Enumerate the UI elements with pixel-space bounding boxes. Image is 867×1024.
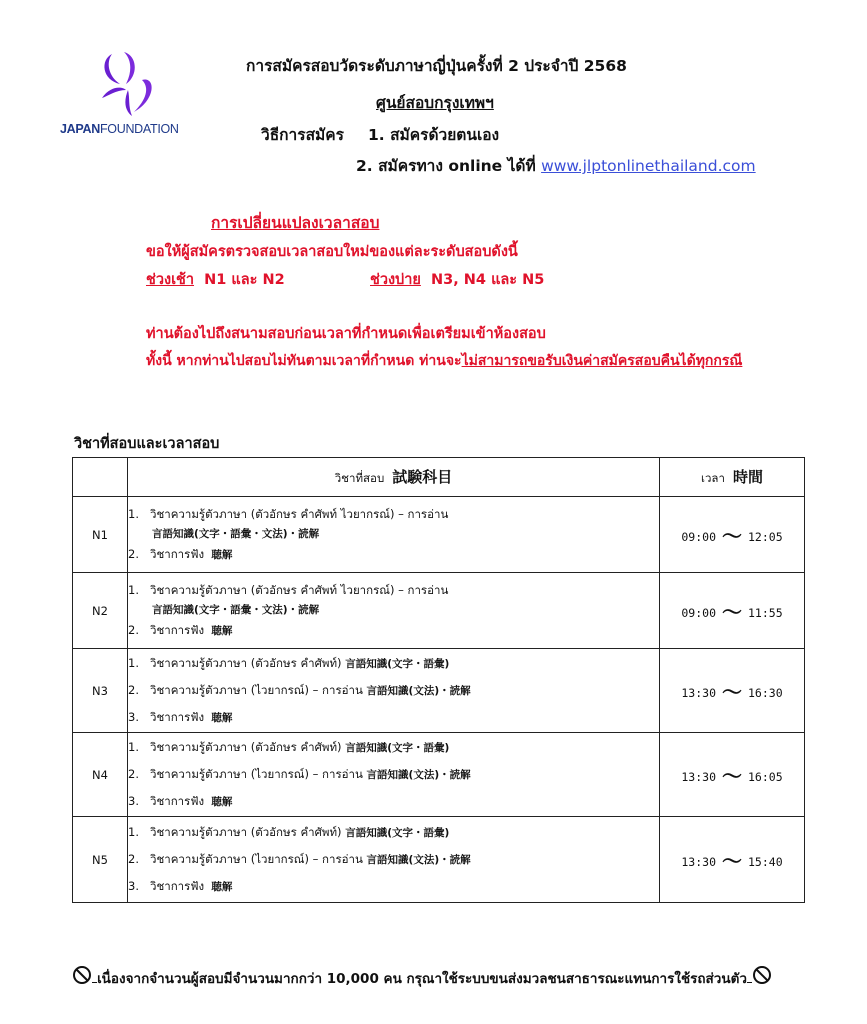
notice-line-2: ท่านต้องไปถึงสนามสอบก่อนเวลาที่กำหนดเพื่อเตรียมเข้าห้องสอบ xyxy=(146,326,546,342)
footer-text: เนื่องจากจำนวนผู้สอบมีจำนวนมากกว่า 10,000 คน กรุณาใช้ระบบขนส่งมวลชนสาธารณะแทนการใช้รถส่วนตัว xyxy=(97,971,747,987)
time-cell: 13:30 〜 16:05 xyxy=(660,733,805,817)
header-time-cell: เวลา 時間 xyxy=(660,458,805,497)
header-level-cell xyxy=(73,458,128,497)
level-cell: N3 xyxy=(73,649,128,733)
schedule-section-title: วิชาที่สอบและเวลาสอบ xyxy=(74,436,220,452)
time-cell: 09:00 〜 11:55 xyxy=(660,573,805,649)
jlpt-online-link[interactable]: www.jlptonlinethailand.com xyxy=(541,157,756,175)
table-row xyxy=(73,573,805,649)
no-car-icon xyxy=(752,965,772,989)
time-cell: 13:30 〜 16:30 xyxy=(660,649,805,733)
morning-session: ช่วงเช้า N1 และ N2 xyxy=(146,272,285,288)
table-row xyxy=(73,817,805,903)
table-header-row xyxy=(73,458,805,497)
subject-cell: 1. วิชาความรู้ตัวภาษา (ตัวอักษร คำศัพท์ ไวยากรณ์) – การอ่าน 言語知識(文字・語彙・文法)・読解 2. วิชาการฟัง 聴解 xyxy=(128,497,660,573)
subject-cell: 1. วิชาความรู้ตัวภาษา (ตัวอักษร คำศัพท์ ไวยากรณ์) – การอ่าน 言語知識(文字・語彙・文法)・読解 2. วิชาการฟัง 聴解 xyxy=(128,573,660,649)
application-method-1: 1. สมัครด้วยตนเอง xyxy=(368,126,500,144)
footer-notice xyxy=(72,965,772,989)
notice-title: การเปลี่ยนแปลงเวลาสอบ xyxy=(211,214,380,232)
japan-foundation-logo xyxy=(60,50,179,150)
butterfly-logo-icon xyxy=(98,50,158,118)
application-method-2: 2. สมัครทาง online ได้ที่ www.jlptonlinethailand.com xyxy=(356,157,756,175)
level-cell: N4 xyxy=(73,733,128,817)
table-row xyxy=(73,649,805,733)
no-car-icon xyxy=(72,965,92,989)
table-row xyxy=(73,733,805,817)
header-subject-cell: วิชาที่สอบ 試験科目 xyxy=(128,458,660,497)
time-cell: 13:30 〜 15:40 xyxy=(660,817,805,903)
subject-cell: 1. วิชาความรู้ตัวภาษา (ตัวอักษร คำศัพท์) 言語知識(文字・語彙) 2. วิชาความรู้ตัวภาษา (ไวยากรณ์) – การอ่าน 言語知識(文法)・読解 3. วิชาการฟัง 聴解 xyxy=(128,649,660,733)
page-title: การสมัครสอบวัดระดับภาษาญี่ปุ่นครั้งที่ 2 ประจำปี 2568 xyxy=(246,57,627,75)
subject-cell: 1. วิชาความรู้ตัวภาษา (ตัวอักษร คำศัพท์) 言語知識(文字・語彙) 2. วิชาความรู้ตัวภาษา (ไวยากรณ์) – การอ่าน 言語知識(文法)・読解 3. วิชาการฟัง 聴解 xyxy=(128,733,660,817)
afternoon-session: ช่วงบ่าย N3, N4 และ N5 xyxy=(370,272,545,288)
time-cell: 09:00 〜 12:05 xyxy=(660,497,805,573)
application-method-label: วิธีการสมัคร xyxy=(261,126,344,144)
notice-line-3: ทั้งนี้ หากท่านไปสอบไม่ทันตามเวลาที่กำหนด ท่านจะไม่สามารถขอรับเงินค่าสมัครสอบคืนได้ทุกกรณี xyxy=(146,353,743,369)
notice-line-1: ขอให้ผู้สมัครตรวจสอบเวลาสอบใหม่ของแต่ละระดับสอบดังนี้ xyxy=(146,244,518,260)
schedule-table xyxy=(72,457,805,903)
subject-cell: 1. วิชาความรู้ตัวภาษา (ตัวอักษร คำศัพท์) 言語知識(文字・語彙) 2. วิชาความรู้ตัวภาษา (ไวยากรณ์) – การอ่าน 言語知識(文法)・読解 3. วิชาการฟัง 聴解 xyxy=(128,817,660,903)
logo-wordmark: JAPANFOUNDATION xyxy=(60,122,179,136)
level-cell: N5 xyxy=(73,817,128,903)
exam-center: ศูนย์สอบกรุงเทพฯ xyxy=(376,94,494,112)
level-cell: N1 xyxy=(73,497,128,573)
table-row xyxy=(73,497,805,573)
level-cell: N2 xyxy=(73,573,128,649)
